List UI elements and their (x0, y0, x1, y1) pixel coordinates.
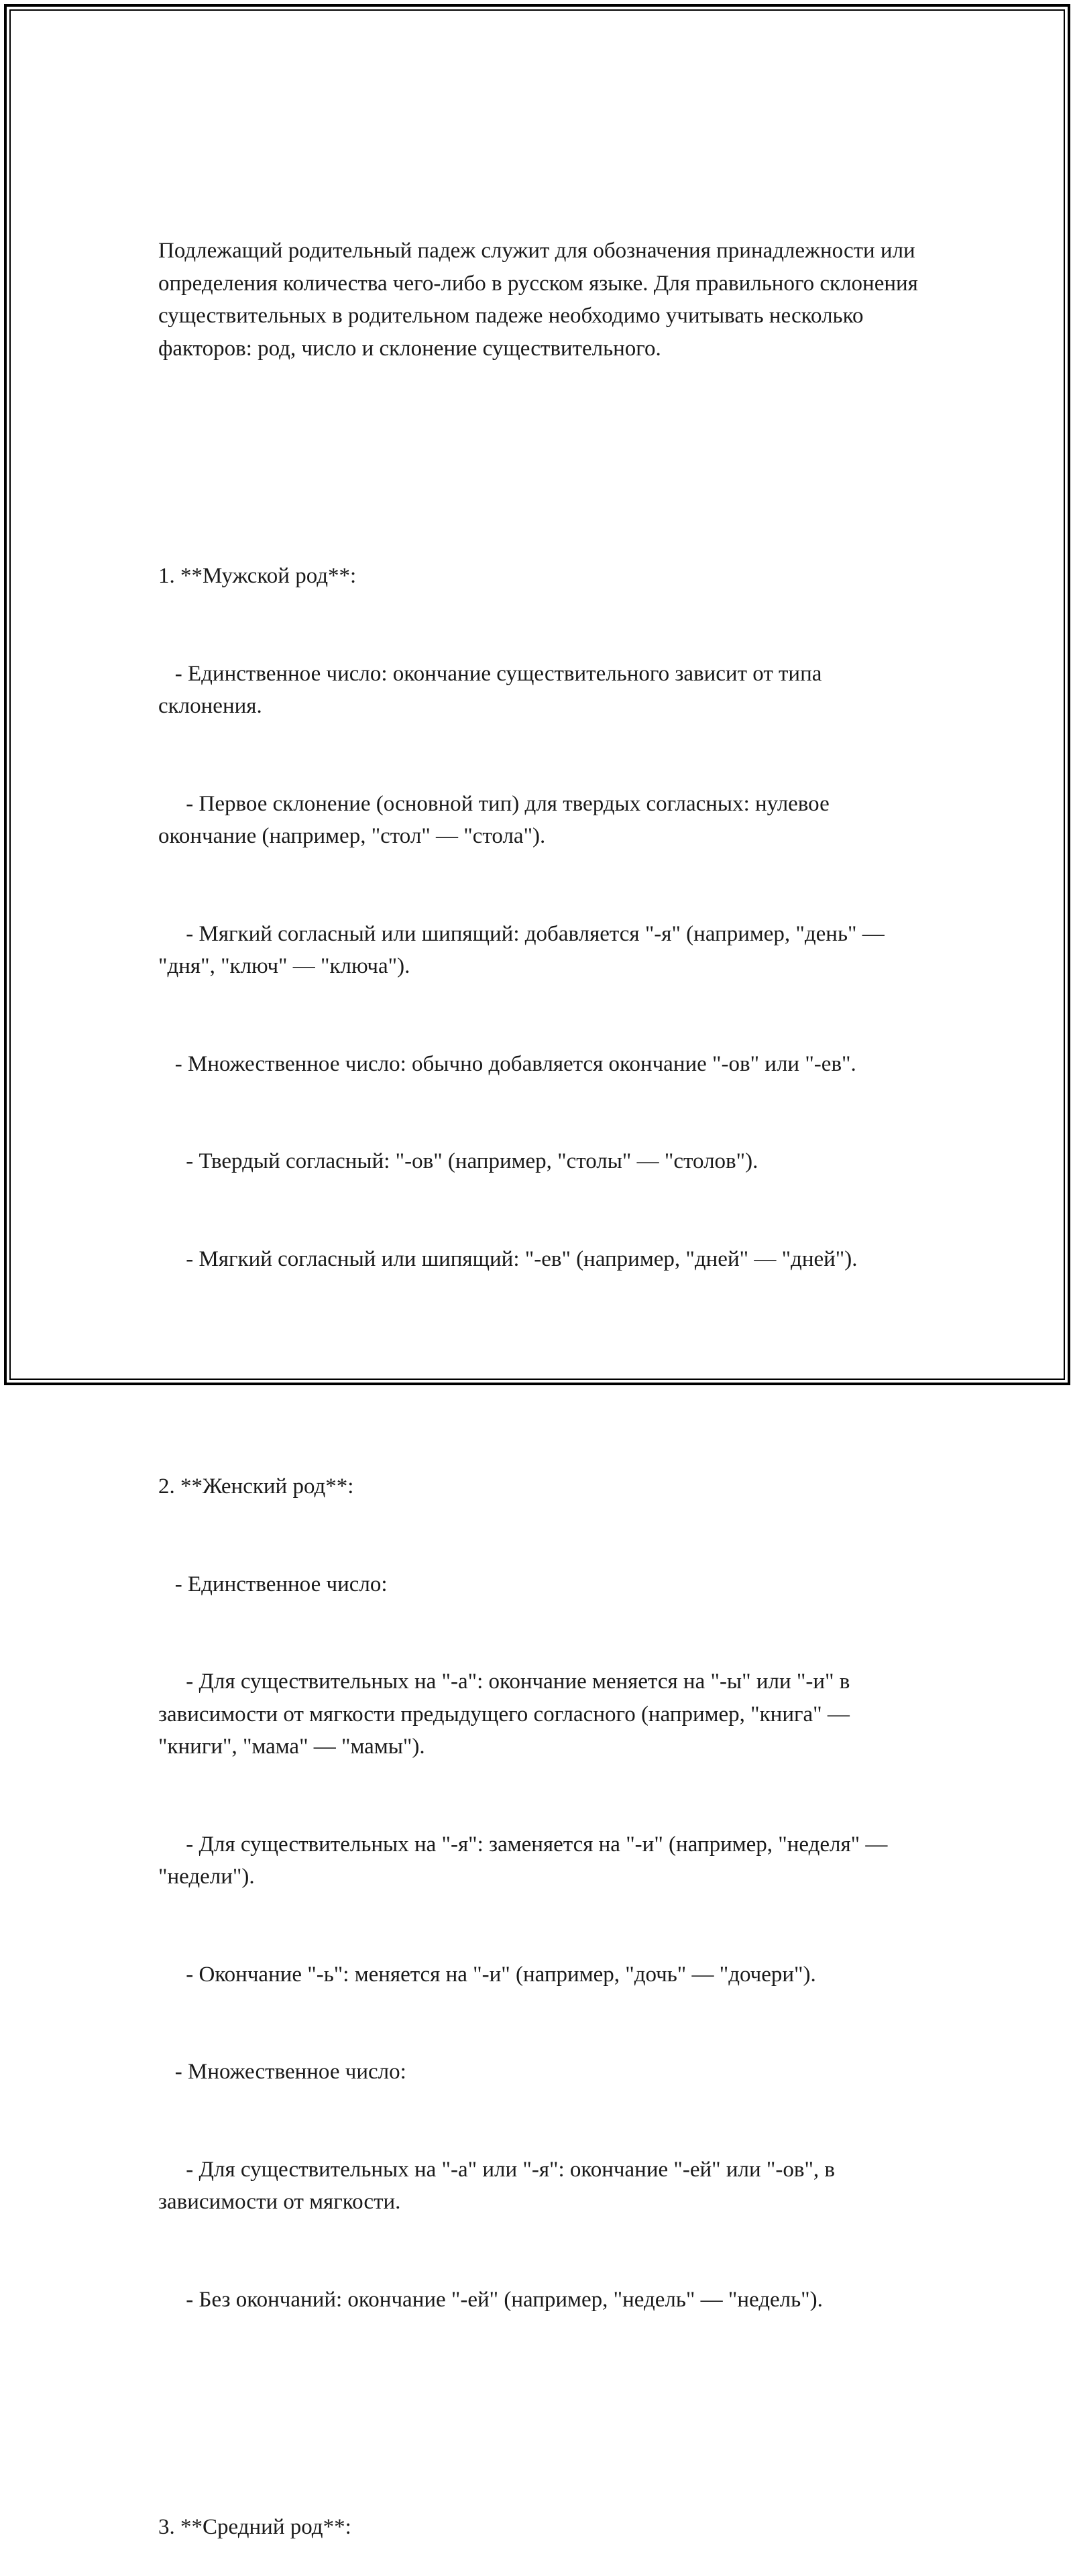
section-heading-feminine: 2. **Женский род**: (158, 1474, 354, 1499)
list-item: - Для существительных на "-я": заменяется на "-и" (например, "неделя" — "недели"). (158, 1832, 893, 1889)
list-item: - Окончание "-ь": меняется на "-и" (например, "дочь" — "дочери"). (158, 1962, 816, 1987)
list-item: - Для существительных на "-а" или "-я": окончание "-ей" или "-ов", в зависимости от мягкости. (158, 2157, 841, 2214)
paragraph-spacer (158, 2381, 923, 2414)
paragraph-spacer (158, 1340, 923, 1373)
list-item: - Для существительных на "-а": окончание меняется на "-ы" или "-и" в зависимости от мягкости предыдущего согласного (например, "книга" — "книги", "мама" — "мамы"). (158, 1670, 856, 1759)
document-body (158, 170, 923, 2576)
list-item: - Единственное число: окончание существительного зависит от типа склонения. (158, 661, 828, 718)
paragraph-spacer (158, 430, 923, 463)
list-item: - Множественное число: обычно добавляется окончание "-ов" или "-ев". (158, 1051, 856, 1076)
section-heading-neuter: 3. **Средний род**: (158, 2515, 351, 2539)
section-heading-masculine: 1. **Мужской род**: (158, 564, 357, 588)
list-item: - Мягкий согласный или шипящий: "-ев" (например, "дней" — "дней"). (158, 1246, 858, 1271)
list-item: - Твердый согласный: "-ов" (например, "столы" — "столов"). (158, 1149, 758, 1173)
list-item: - Мягкий согласный или шипящий: добавляется "-я" (например, "день" — "дня", "ключ" — "ключа"). (158, 921, 890, 978)
list-item: - Без окончаний: окончание "-ей" (например, "недель" — "недель"). (158, 2287, 823, 2312)
intro-paragraph: Подлежащий родительный падеж служит для обозначения принадлежности или определения количества чего-либо в русском языке. Для правильного склонения существительных в родительном падеже необходимо учитывать несколько факторов: род, число и склонение существительного. (158, 239, 924, 361)
list-item: - Единственное число: (158, 1572, 388, 1596)
list-item: - Первое склонение (основной тип) для твердых согласных: нулевое окончание (например, "стол" — "стола"). (158, 791, 835, 848)
list-item: - Множественное число: (158, 2060, 406, 2084)
